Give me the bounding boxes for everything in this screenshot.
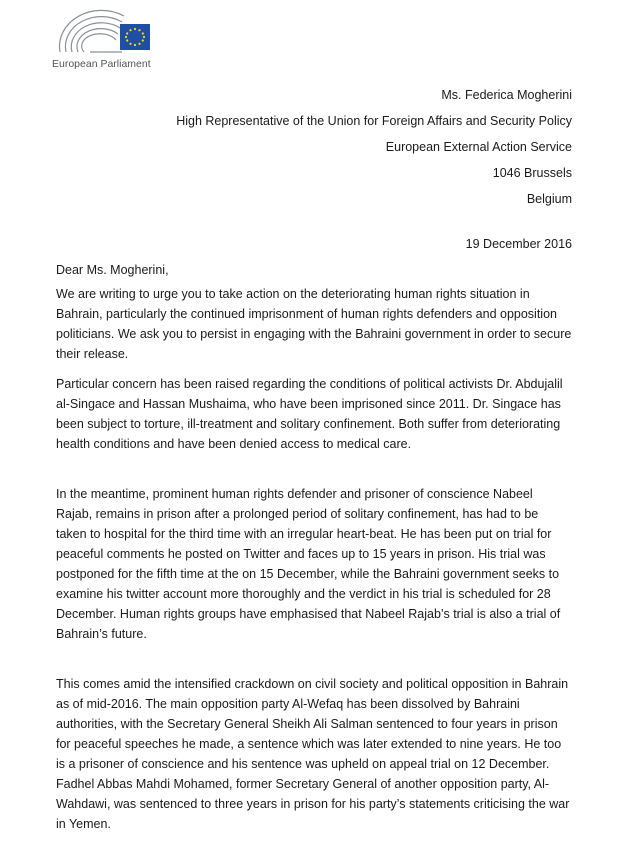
paragraph: In the meantime, prominent human rights defender and prisoner of conscience Nabeel Rajab, remains in prison after a prolonged period of solitary confinement, has had to be taken to hospital for the third time with an irregular heart-beat. He has been put on trial for peaceful comments he posted on Twitter and faces up to 15 years in prison. His trial was postponed for the fifth time at the on 15 December, while the Bahraini government seeks to examine his twitter account more thoroughly and the verdict in his trial is scheduled for 28 December. Human rights groups have emphasised that Nabeel Rajab’s trial is also a trial of Bahrain’s future. xyxy=(56,487,561,641)
recipient-address xyxy=(176,82,572,212)
paragraph: This comes amid the intensified crackdown on civil society and political opposition in Bahrain as of mid-2016. The main opposition party Al-Wefaq has been dissolved by Bahraini authorities, with the Secretary General Sheikh Ali Salman sentenced to four years in prison for peaceful speeches he made, a sentence which was later extended to nine years. He too is a prisoner of conscience and his sentence was upheld on appeal trial on 12 December. Fadhel Abbas Mahdi Mohamed, former Secretary General of another opposition party, Al-Wahdawi, was sentenced to three years in prison for his party’s statements criticising the war in Yemen. xyxy=(56,677,570,831)
recipient-city: 1046 Brussels xyxy=(492,166,572,180)
european-parliament-logo xyxy=(52,6,162,76)
paragraph: We are writing to urge you to take action on the deteriorating human rights situation in Bahrain, particularly the continued imprisonment of human rights defenders and opposition politicians. We ask you to persist in engaging with the Bahraini government in order to secure their release. xyxy=(56,287,572,361)
letter-date: 19 December 2016 xyxy=(465,237,572,251)
salutation: Dear Ms. Mogherini, xyxy=(56,263,169,277)
recipient-name: Ms. Federica Mogherini xyxy=(441,88,572,102)
recipient-title: High Representative of the Union for Foreign Affairs and Security Policy xyxy=(176,114,572,128)
paragraph: Particular concern has been raised regarding the conditions of political activists Dr. Abdujalil al-Singace and Hassan Mushaima, who have been imprisoned since 2011. Dr. Singace has been subject to torture, ill-treatment and solitary confinement. Both suffer from deteriorating health conditions and have been denied access to medical care. xyxy=(56,377,563,451)
logo-text: European Parliament xyxy=(52,58,151,70)
hemicycle-emblem-icon xyxy=(52,6,162,62)
recipient-organization: European External Action Service xyxy=(385,140,572,154)
recipient-country: Belgium xyxy=(526,192,572,206)
letter-body xyxy=(56,260,572,834)
